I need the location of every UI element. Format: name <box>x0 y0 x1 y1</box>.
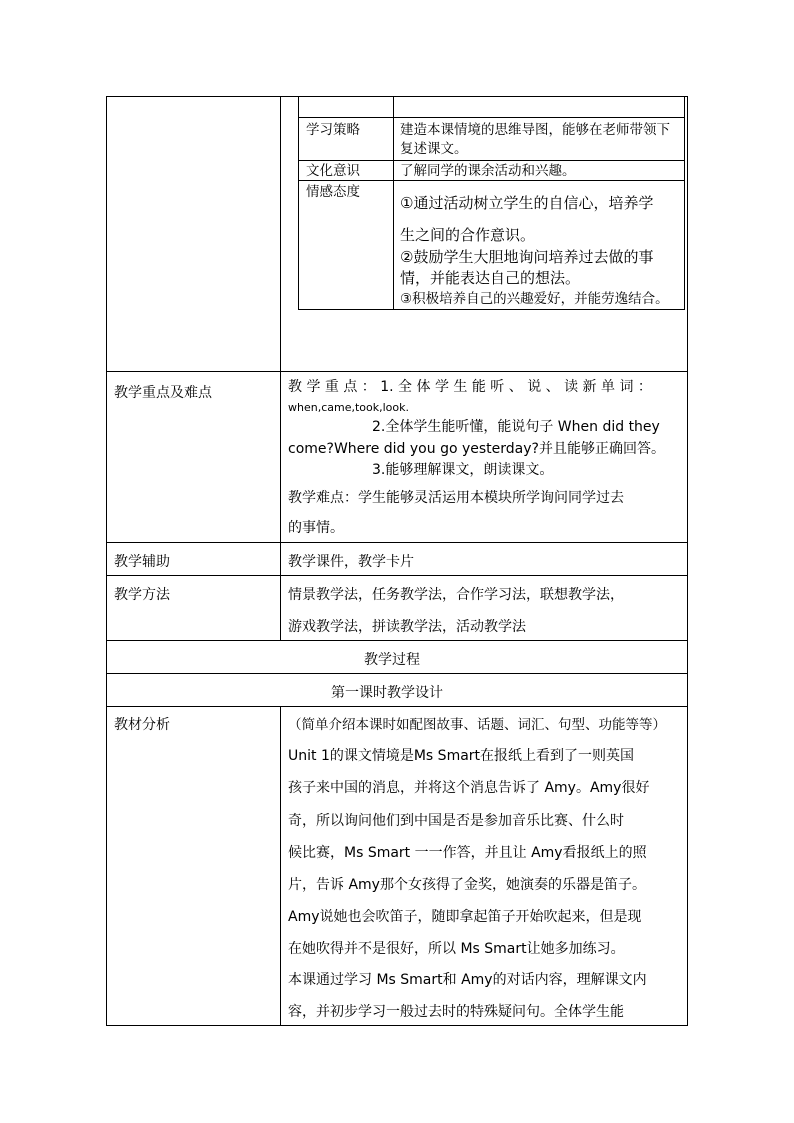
analysis-line: 容，并初步学习一般过去时的特殊疑问句。全体学生能 <box>288 1004 624 1020</box>
outer-top-border <box>106 96 688 97</box>
inner-table-border-right <box>684 96 685 310</box>
analysis-hint: （简单介绍本课时如配图故事、话题、词汇、句型、功能等等） <box>288 717 666 733</box>
key-points-line: 2.全体学生能听懂，能说句子 When did they <box>372 419 660 435</box>
inner-value-attitude: 生之间的合作意识。 <box>400 226 536 244</box>
analysis-line: 在她吹得并不是很好，所以 Ms Smart让她多加练习。 <box>288 941 625 957</box>
inner-value-attitude: ②鼓励学生大胆地询问培养过去做的事 <box>400 248 654 266</box>
inner-table-row-line <box>298 160 685 161</box>
inner-value-attitude: ①通过活动树立学生的自信心，培养学 <box>400 194 654 212</box>
key-points-line: 教 学 重 点 ： 1. 全 体 学 生 能 听 、 说 、 读 新 单 词 ： <box>288 379 652 395</box>
analysis-line: Unit 1的课文情境是Ms Smart在报纸上看到了一则英国 <box>288 748 635 764</box>
analysis-label: 教材分析 <box>114 717 170 733</box>
lesson-title: 第一课时教学设计 <box>331 685 443 701</box>
key-points-words: when,came,took,look. <box>288 401 409 414</box>
difficulty-line: 的事情。 <box>288 520 344 536</box>
inner-label-culture: 文化意识 <box>306 163 360 179</box>
row-divider <box>106 1025 688 1026</box>
process-title: 教学过程 <box>364 652 420 668</box>
outer-left-border <box>106 96 107 1026</box>
key-points-line: 3.能够理解课文，朗读课文。 <box>372 462 554 478</box>
key-points-label: 教学重点及难点 <box>114 385 212 401</box>
inner-value-culture: 了解同学的课余活动和兴趣。 <box>400 163 576 179</box>
key-points-line: come?Where did you go yesterday?并且能够正确回答。 <box>288 441 665 457</box>
row-divider <box>106 706 688 707</box>
analysis-line: 孩子来中国的消息，并将这个消息告诉了 Amy。Amy很好 <box>288 780 650 796</box>
row-divider <box>106 371 688 372</box>
analysis-line: 本课通过学习 Ms Smart和 Amy的对话内容，理解课文内 <box>288 972 647 988</box>
row-divider <box>106 640 688 641</box>
inner-value-attitude: 情，并能表达自己的想法。 <box>400 269 581 287</box>
outer-right-border <box>687 96 688 1026</box>
row-divider <box>106 673 688 674</box>
inner-value-learning-strategy: 建造本课情境的思维导图，能够在老师带领下 <box>400 122 670 138</box>
inner-table-row-line <box>298 180 685 181</box>
inner-label-learning-strategy: 学习策略 <box>306 122 360 138</box>
methods-label: 教学方法 <box>114 587 170 603</box>
analysis-line: Amy说她也会吹笛子，随即拿起笛子开始吹起来，但是现 <box>288 909 642 925</box>
analysis-line: 奇，所以询问他们到中国是否是参加音乐比赛、什么时 <box>288 813 624 829</box>
analysis-line: 候比赛，Ms Smart 一一作答，并且让 Amy看报纸上的照 <box>288 845 647 861</box>
methods-value: 情景教学法，任务教学法，合作学习法，联想教学法， <box>288 587 624 603</box>
methods-value: 游戏教学法，拼读教学法，活动教学法 <box>288 619 526 635</box>
inner-table-bottom-line <box>298 309 685 310</box>
outer-column-divider-2 <box>280 706 281 1026</box>
outer-column-divider-1 <box>280 96 281 640</box>
aids-label: 教学辅助 <box>114 554 170 570</box>
inner-value-learning-strategy: 复述课文。 <box>400 141 468 157</box>
difficulty-line: 教学难点：学生能够灵活运用本模块所学询问同学过去 <box>288 490 624 506</box>
inner-table-divider <box>393 96 394 310</box>
inner-value-attitude: ③积极培养自己的兴趣爱好，并能劳逸结合。 <box>400 291 669 307</box>
inner-label-attitude: 情感态度 <box>306 184 360 200</box>
row-divider <box>106 575 688 576</box>
row-divider <box>106 542 688 543</box>
inner-table-border-left <box>298 96 299 310</box>
inner-table-row-line <box>298 117 685 118</box>
analysis-line: 片，告诉 Amy那个女孩得了金奖，她演奏的乐器是笛子。 <box>288 877 646 893</box>
aids-value: 教学课件，教学卡片 <box>288 554 414 570</box>
